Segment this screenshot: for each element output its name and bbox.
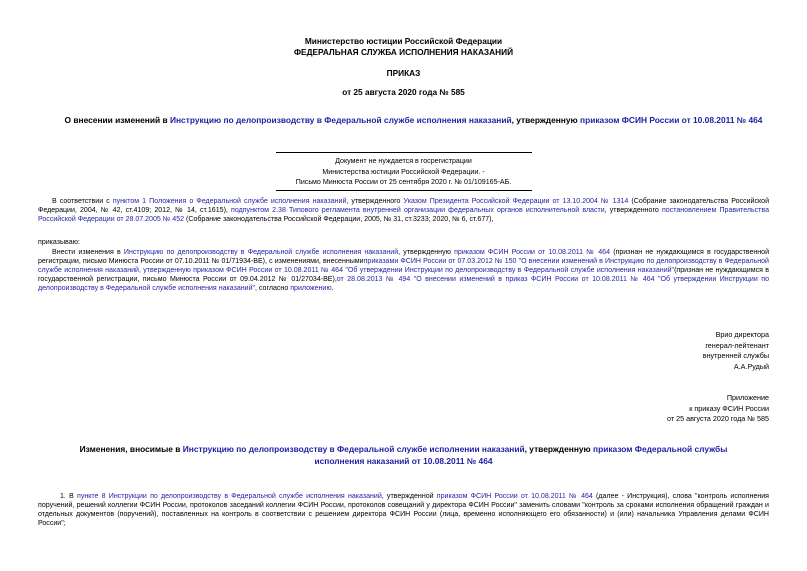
link-instruction[interactable]: Инструкцию по делопроизводству в Федеральной службе исполнения наказаний [123, 249, 399, 256]
text: (признан не нуждающимся в государственной регистрации, письмо Минюста России от 07.10.2011 № 01/71934-ВЕ), с изменениями, внесенными [38, 249, 770, 265]
link-president-decree[interactable]: Указом Президента Российской Федерации от 13.10.2004 № 1314 [403, 198, 629, 205]
document-date-number: от 25 августа 2020 года № 585 [342, 87, 465, 97]
title-link-order[interactable]: приказом ФСИН России от 10.08.2011 № 464 [580, 115, 763, 125]
registration-line: Документ не нуждается в госрегистрации [335, 157, 472, 165]
text: , утвержденного [604, 207, 662, 214]
document-type: ПРИКАЗ [386, 68, 421, 78]
appendix-line: Приложение [726, 393, 769, 402]
divider [276, 190, 532, 191]
registration-line: Министерства юстиции Российской Федерации. - [322, 167, 485, 176]
signature-block [703, 330, 769, 372]
text: , утвержденную [398, 249, 455, 256]
title-text: , утвержденную [524, 444, 594, 454]
document-title [56, 114, 771, 126]
item-1-paragraph [38, 492, 769, 528]
signature-line: генерал-лейтенант [705, 340, 769, 350]
ministry-name: Министерство юстиции Российской Федерации [304, 36, 503, 46]
title-text: О внесении изменений в [64, 115, 170, 125]
link-order-464[interactable]: приказом ФСИН России от 10.08.2011 № 464 [454, 249, 611, 256]
appendix-line: к приказу ФСИН России [689, 403, 769, 413]
link-order-150[interactable]: приказами ФСИН России от 07.03.2012 № 150 "О внесении изменений в Инструкцию по делопроизводству в Федеральной службе исполнения наказаний, утвержденную приказом ФСИН России от 10.08.2011 № 464 "Об утверждении Инструкции по делопроизводству в Федеральной службе исполнения наказаний" [38, 258, 769, 274]
link-order-494[interactable]: от 28.08.2013 № 494 "О внесении изменений в приказ ФСИН России от 10.08.2011 № 464 "Об утверждении Инструкции по делопроизводству в Федеральной службе исполнения наказаний" [38, 276, 769, 292]
preamble-paragraph [38, 197, 769, 224]
text: Внести изменения в [52, 249, 124, 256]
text: (Собрание законодательства Российской Федерации, 2005, № 31, ст.3233; 2020, № 6, ст.677), [184, 216, 494, 223]
body-paragraph [38, 248, 769, 293]
text: , утвержденного [346, 198, 404, 205]
registration-note [0, 156, 807, 188]
link-order-464[interactable]: приказом ФСИН России от 10.08.2011 № 464 [436, 493, 593, 500]
text: (Собрание законодательства Российской Федерации, 2004, № 42, ст.4109; 2012, № 14, ст.1615), [38, 198, 770, 214]
appendix-block [667, 393, 769, 425]
text: . [331, 285, 334, 292]
text: (признан не нуждающимся в государственной регистрации, письмо Минюста России от 09.04.2012 № 01/27034-ВЕ), [38, 267, 769, 283]
text: (далее - Инструкция), слова "контроль исполнения поручений, решений коллегии ФСИН России, протоколов заседаний коллегии ФСИН России, протоколов совещаний у директора ФСИН России" заменить словами "контроль за сроками исполнения обращений граждан и отдельных документов (поручений), поставленных на контроль в соответствии с решением директора ФСИН России (лица, временно исполняющего его обязанности) и (или) начальника Управления делами ФСИН России"; [38, 493, 769, 527]
text: , утвержденной [381, 493, 437, 500]
registration-line: Письмо Минюста России от 25 сентября 2020 г. № 01/109165-АБ. [295, 178, 512, 186]
changes-title-link-order[interactable]: приказом Федеральной службы исполнения наказаний от 10.08.2011 № 464 [314, 444, 728, 466]
service-name: ФЕДЕРАЛЬНАЯ СЛУЖБА ИСПОЛНЕНИЯ НАКАЗАНИЙ [293, 47, 514, 57]
divider [276, 152, 532, 153]
appendix-line: от 25 августа 2020 года № 585 [666, 414, 769, 423]
text: , согласно [255, 285, 291, 292]
text: 1. В [60, 493, 77, 500]
title-text: , утвержденную [511, 115, 581, 125]
signature-name: А.А.Рудый [733, 361, 769, 371]
order-word: приказываю: [38, 239, 80, 246]
text: В соответствии с [52, 198, 113, 205]
link-government-resolution[interactable]: постановлением Правительства Российской Федерации от 28.07.2005 № 452 [38, 207, 769, 223]
link-clause-8[interactable]: пункте 8 Инструкции по делопроизводству в Федеральной службе исполнения наказаний [77, 493, 382, 500]
title-link-instruction[interactable]: Инструкцию по делопроизводству в Федеральной службе исполнения наказаний [169, 115, 512, 125]
link-appendix[interactable]: приложению [290, 285, 332, 292]
signature-line: Врио директора [715, 330, 769, 339]
title-text: Изменения, вносимые в [79, 444, 183, 454]
link-regulation-clause[interactable]: пунктом 1 Положения о Федеральной службе исполнения наказаний [112, 198, 347, 205]
signature-line: внутренней службы [702, 351, 769, 360]
changes-title [56, 443, 751, 467]
link-standard-regulation[interactable]: подпунктом 2.38 Типового регламента внутренней организации федеральных органов исполнительной власти [231, 207, 605, 214]
changes-title-link-instruction[interactable]: Инструкцию по делопроизводству в Федеральной службе исполнении наказаний [182, 444, 525, 454]
